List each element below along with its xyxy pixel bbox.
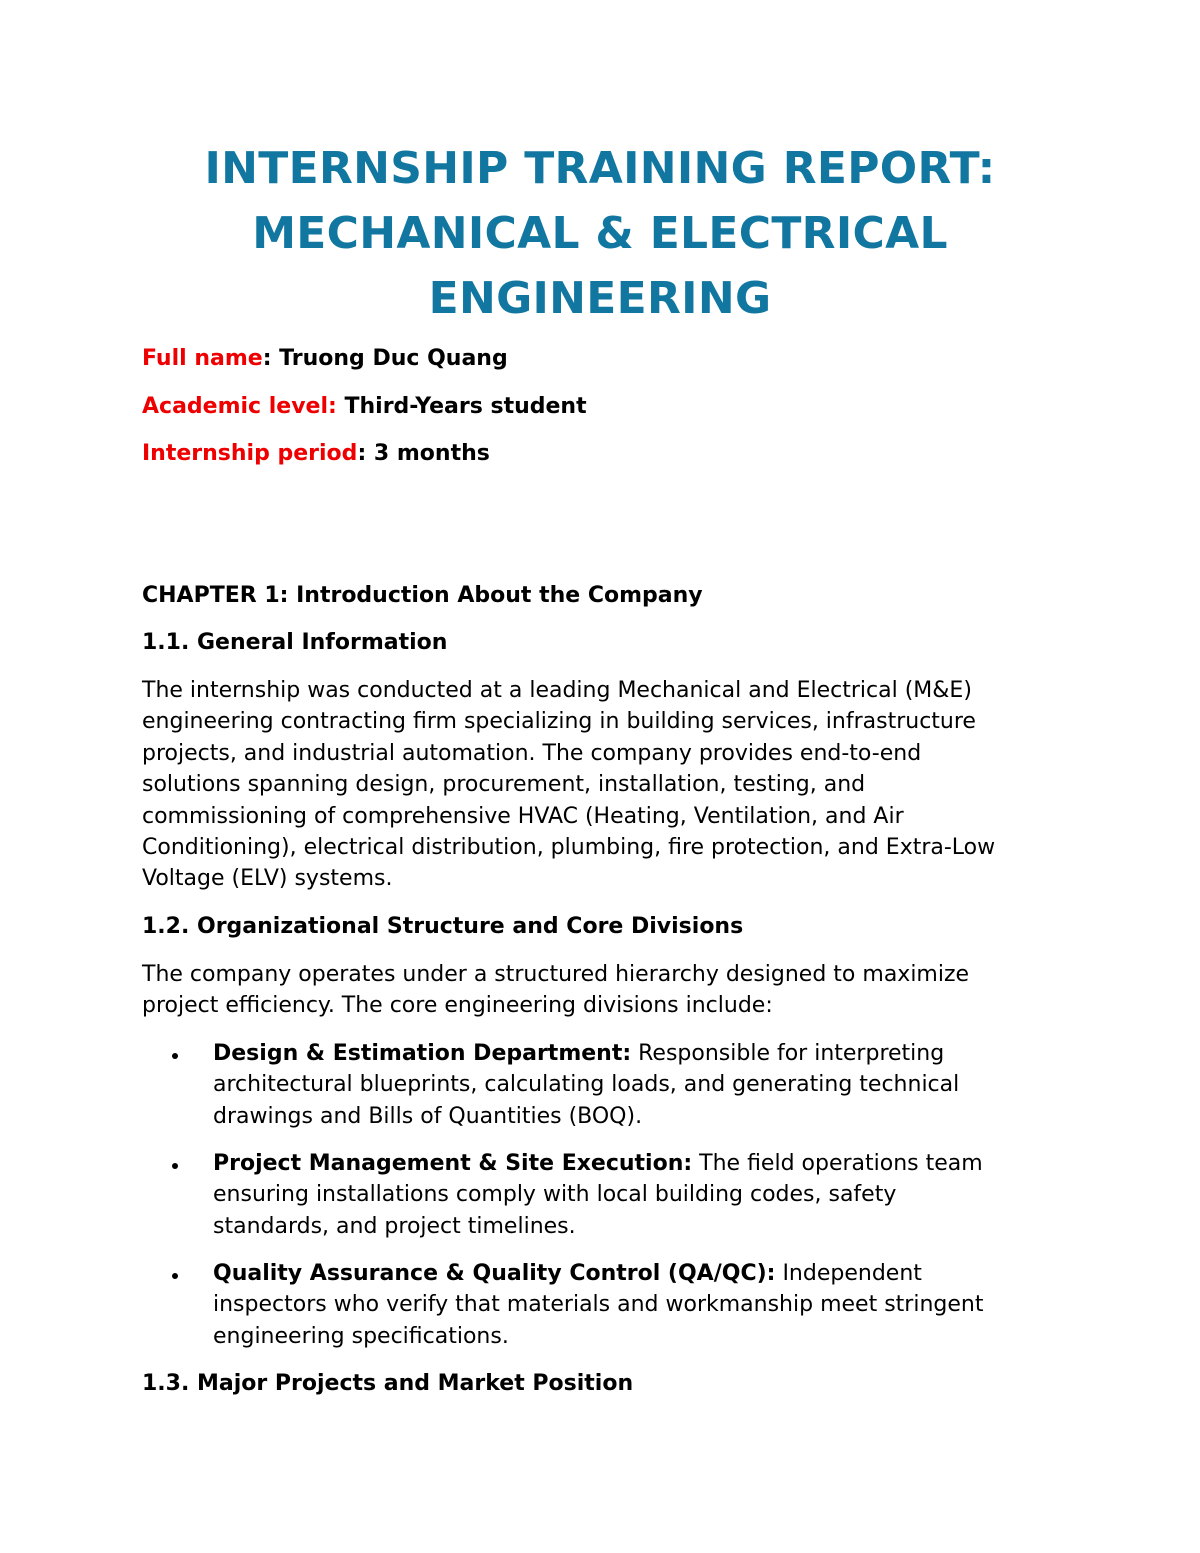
academic-level-field bbox=[142, 392, 587, 422]
bullet-dot-icon bbox=[172, 1163, 178, 1169]
division-description: Responsible for interpreting bbox=[631, 1041, 945, 1066]
title-line: MECHANICAL & ELECTRICAL bbox=[252, 208, 948, 259]
internship-period-separator: : bbox=[357, 441, 374, 466]
report-title bbox=[100, 136, 1100, 331]
paragraph-line: The internship was conducted at a leading Mechanical and Electrical (M&E) bbox=[142, 678, 972, 703]
full-name-field bbox=[142, 344, 508, 374]
list-item-text bbox=[213, 1258, 983, 1352]
academic-level-value: Third-Years student bbox=[344, 394, 587, 419]
paragraph-line: The company operates under a structured hierarchy designed to maximize bbox=[142, 962, 970, 987]
full-name-label: Full name bbox=[142, 346, 263, 371]
paragraph-line: commissioning of comprehensive HVAC (Heating, Ventilation, and Air bbox=[142, 803, 904, 829]
academic-level-label: Academic level: bbox=[142, 394, 337, 419]
internship-period-field bbox=[142, 439, 490, 469]
paragraph-line: project efficiency. The core engineering divisions include: bbox=[142, 993, 773, 1019]
bullet-dot-icon bbox=[172, 1053, 178, 1059]
paragraph-line: Conditioning), electrical distribution, plumbing, fire protection, and Extra-Low bbox=[142, 835, 996, 861]
paragraph-line: solutions spanning design, procurement, installation, testing, and bbox=[142, 772, 866, 798]
title-line: ENGINEERING bbox=[428, 273, 772, 324]
division-term: Design & Estimation Department: bbox=[213, 1041, 632, 1066]
section-heading-1-1: 1.1. General Information bbox=[142, 630, 448, 655]
division-description-line: drawings and Bills of Quantities (BOQ). bbox=[213, 1103, 643, 1129]
internship-period-label: Internship period bbox=[142, 441, 358, 466]
bullet-dot-icon bbox=[172, 1273, 178, 1279]
section-heading-1-3: 1.3. Major Projects and Market Position bbox=[142, 1371, 634, 1396]
paragraph-line: Voltage (ELV) systems. bbox=[142, 866, 393, 892]
division-description-line: architectural blueprints, calculating loads, and generating technical bbox=[213, 1072, 960, 1098]
list-item-text bbox=[213, 1038, 959, 1132]
paragraph-line: projects, and industrial automation. The company provides end-to-end bbox=[142, 740, 922, 766]
division-description: The field operations team bbox=[692, 1151, 983, 1176]
list-item-text bbox=[213, 1148, 983, 1242]
organizational-structure-paragraph bbox=[142, 959, 969, 1022]
division-description: Independent bbox=[775, 1261, 922, 1286]
general-information-paragraph bbox=[142, 675, 995, 895]
division-term: Quality Assurance & Quality Control (QA/QC): bbox=[213, 1261, 776, 1286]
division-term: Project Management & Site Execution: bbox=[213, 1151, 693, 1176]
division-description-line: standards, and project timelines. bbox=[213, 1213, 576, 1239]
division-description-line: engineering specifications. bbox=[213, 1323, 509, 1349]
chapter-heading: CHAPTER 1: Introduction About the Company bbox=[142, 583, 703, 608]
paragraph-line: engineering contracting firm specializing in building services, infrastructure bbox=[142, 709, 976, 735]
division-description-line: ensuring installations comply with local building codes, safety bbox=[213, 1182, 897, 1208]
title-line: INTERNSHIP TRAINING REPORT: bbox=[204, 143, 996, 194]
full-name-separator: : bbox=[262, 346, 280, 371]
section-heading-1-2: 1.2. Organizational Structure and Core Divisions bbox=[142, 914, 744, 939]
division-description-line: inspectors who verify that materials and workmanship meet stringent bbox=[213, 1292, 984, 1318]
full-name-value: Truong Duc Quang bbox=[279, 346, 508, 371]
internship-period-value: 3 months bbox=[373, 441, 490, 466]
